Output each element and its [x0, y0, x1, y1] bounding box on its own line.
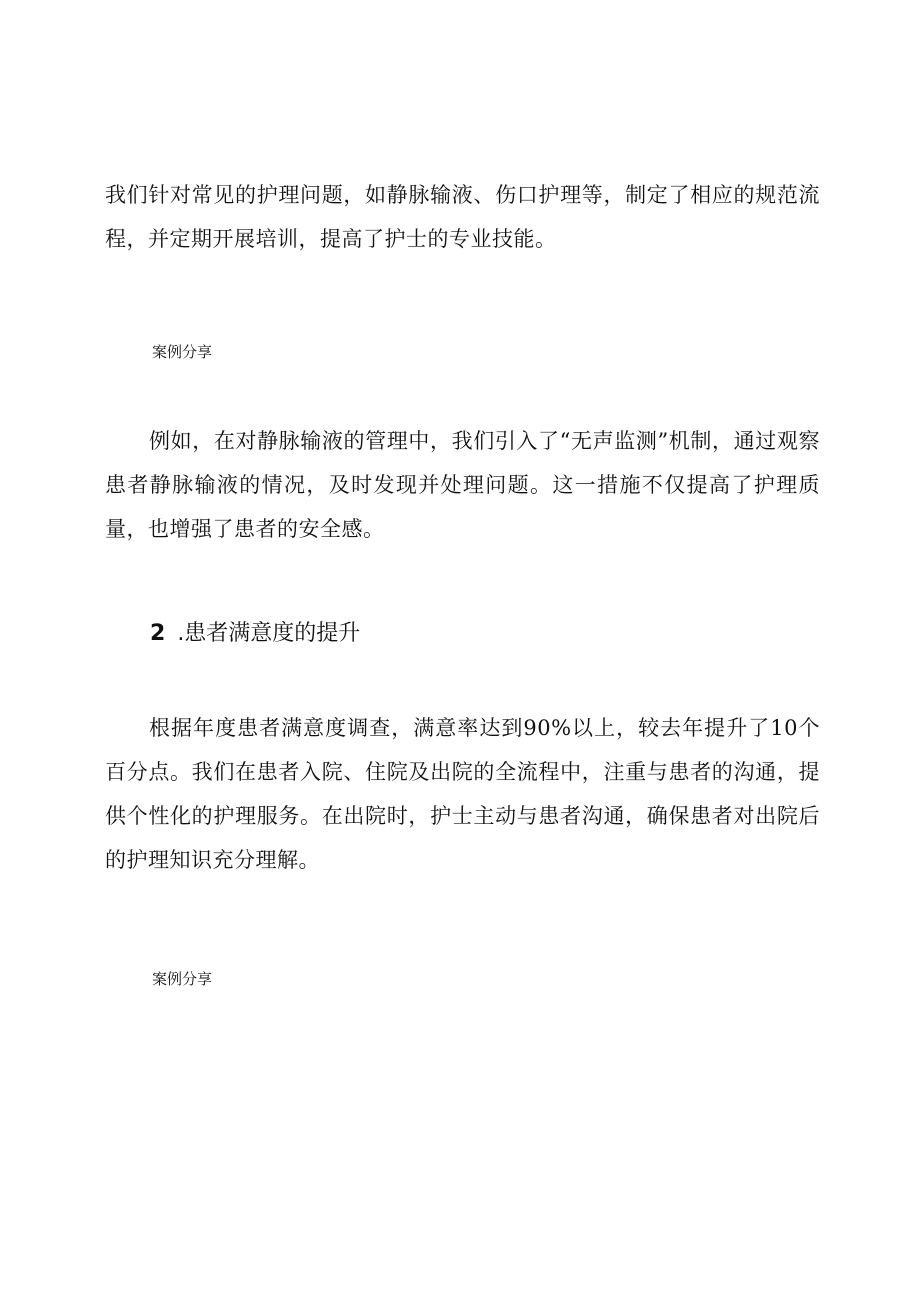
case-label-1: 案例分享	[152, 343, 213, 361]
case-label-2: 案例分享	[152, 970, 213, 988]
section-heading-number: 2	[150, 621, 166, 646]
case-paragraph-1: 例如，在对静脉输液的管理中，我们引入了“无声监测”机制，通过观察患者静脉输液的情况，及时发现并处理问题。这一措施不仅提高了护理质量，也增强了患者的安全感。	[105, 429, 820, 541]
satisfaction-paragraph: 根据年度患者满意度调查，满意率达到90%以上，较去年提升了10个百分点。我们在患者入院、住院及出院的全流程中，注重与患者的沟通，提供个性化的护理服务。在出院时，护士主动与患者沟通，确保患者对出院后的护理知识充分理解。	[105, 716, 820, 872]
intro-paragraph: 我们针对常见的护理问题，如静脉输液、伤口护理等，制定了相应的规范流程，并定期开展培训，提高了护士的专业技能。	[105, 183, 820, 251]
section-heading	[150, 619, 360, 649]
section-heading-title: .患者满意度的提升	[177, 621, 361, 646]
